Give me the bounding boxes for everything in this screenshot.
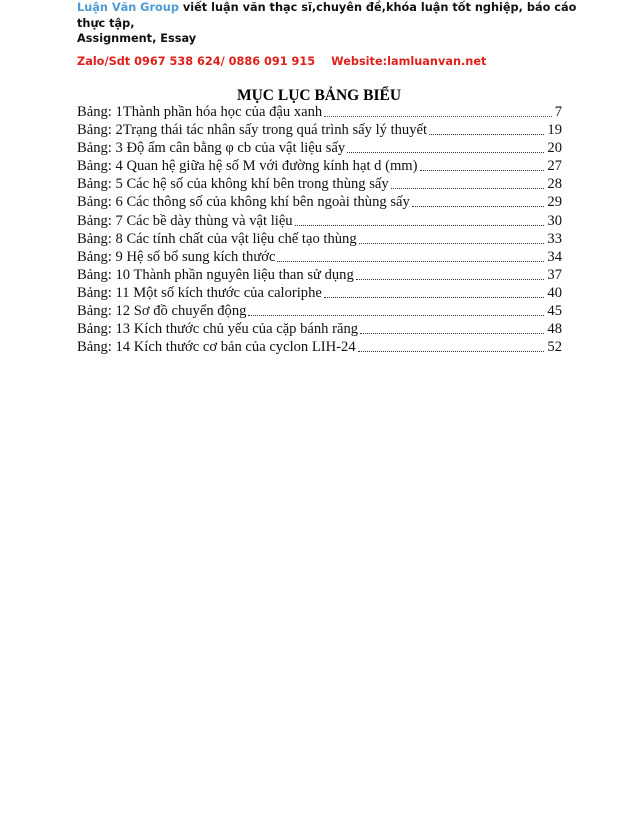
toc-entry[interactable]: [77, 338, 562, 356]
header-line-2: Assignment, Essay: [77, 32, 197, 45]
toc-entry[interactable]: [77, 212, 562, 230]
dot-leader: [356, 267, 545, 280]
dot-leader: [359, 231, 545, 244]
dot-leader: [360, 321, 544, 334]
toc-entry-label: Bảng: 7 Các bề dày thùng và vật liệu: [77, 212, 293, 229]
dot-leader: [420, 158, 545, 171]
toc-entry-page-number: 34: [547, 248, 562, 265]
toc-entry[interactable]: [77, 193, 562, 211]
toc-entry[interactable]: [77, 230, 562, 248]
toc-entry-page-number: 48: [547, 321, 562, 338]
toc-entry[interactable]: [77, 302, 562, 320]
toc-entry-label: Bảng: 10 Thành phần nguyên liệu than sử dụng: [77, 266, 354, 283]
dot-leader: [391, 176, 545, 189]
toc-entry[interactable]: [77, 248, 562, 266]
toc-entry[interactable]: [77, 284, 562, 302]
toc-entry-label: Bảng: 9 Hệ số bổ sung kích thước: [77, 248, 276, 265]
toc-entry[interactable]: [77, 266, 562, 284]
toc-entry[interactable]: [77, 157, 562, 175]
toc-entry-label: Bảng: 8 Các tính chất của vật liệu chế tạo thùng: [77, 230, 357, 247]
header-line-1: [77, 0, 577, 31]
toc-entry[interactable]: [77, 103, 562, 121]
toc-entry-page-number: 40: [547, 284, 562, 301]
toc-entry-label: Bảng: 12 Sơ đồ chuyển động: [77, 303, 247, 320]
brand-name: Luận Văn Group: [77, 1, 179, 14]
toc-entry-label: Bảng: 2Trạng thái tác nhân sấy trong quá trình sấy lý thuyết: [77, 122, 428, 139]
header-tagline: viết luận văn thạc sĩ,chuyên đề,khóa luận tốt nghiệp, báo cáo thực tập,: [77, 1, 577, 30]
page-header: [77, 0, 577, 69]
toc-entry[interactable]: [77, 320, 562, 338]
toc-entry-label: Bảng: 4 Quan hệ giữa hệ số M với đường kính hạt d (mm): [77, 158, 418, 175]
toc-entry-page-number: 28: [547, 176, 562, 193]
toc-entry[interactable]: [77, 121, 562, 139]
toc-entry-page-number: 27: [547, 158, 562, 175]
dot-leader: [324, 285, 545, 298]
toc-entry-page-number: 19: [547, 122, 562, 139]
toc-entry-label: Bảng: 13 Kích thước chủ yếu của cặp bánh răng: [77, 321, 359, 338]
toc-entry-page-number: 7: [554, 104, 562, 120]
toc-entry-label: Bảng: 5 Các hệ số của không khí bên trong thùng sấy: [77, 176, 389, 193]
dot-leader: [248, 303, 544, 316]
toc-entry[interactable]: [77, 139, 562, 157]
toc-entry-label: Bảng: 11 Một số kích thước của caloriphe: [77, 284, 322, 301]
dot-leader: [412, 194, 545, 207]
toc-entry-page-number: 30: [547, 212, 562, 229]
page-title: MỤC LỤC BẢNG BIỂU: [236, 87, 402, 104]
dot-leader: [277, 249, 544, 262]
header-contact-line: [77, 54, 577, 70]
dot-leader: [347, 140, 544, 153]
toc-entry-page-number: 29: [547, 194, 562, 211]
dot-leader: [324, 104, 552, 117]
toc-entry-label: Bảng: 6 Các thông số của không khí bên ngoài thùng sấy: [77, 194, 410, 211]
toc-entry-page-number: 20: [547, 140, 562, 157]
dot-leader: [358, 339, 545, 352]
toc-entry-label: Bảng: 3 Độ ẩm cân bằng φ cb của vật liệu sấy: [77, 140, 346, 157]
toc-entry-page-number: 45: [547, 303, 562, 320]
toc-entry[interactable]: [77, 175, 562, 193]
toc-entry-page-number: 37: [547, 266, 562, 283]
dot-leader: [295, 213, 545, 226]
toc-entry-label: Bảng: 14 Kích thước cơ bản của cyclon LIH-24: [77, 339, 356, 356]
toc-entry-page-number: 33: [547, 230, 562, 247]
toc-entry-label: Bảng: 1Thành phần hóa học của đậu xanh: [77, 104, 323, 120]
contact-phone: Zalo/Sdt 0967 538 624/ 0886 091 915: [77, 54, 316, 68]
table-of-contents: [77, 103, 562, 356]
toc-entry-page-number: 52: [547, 339, 562, 356]
website-link[interactable]: Website:lamluanvan.net: [331, 54, 487, 68]
dot-leader: [429, 122, 544, 135]
